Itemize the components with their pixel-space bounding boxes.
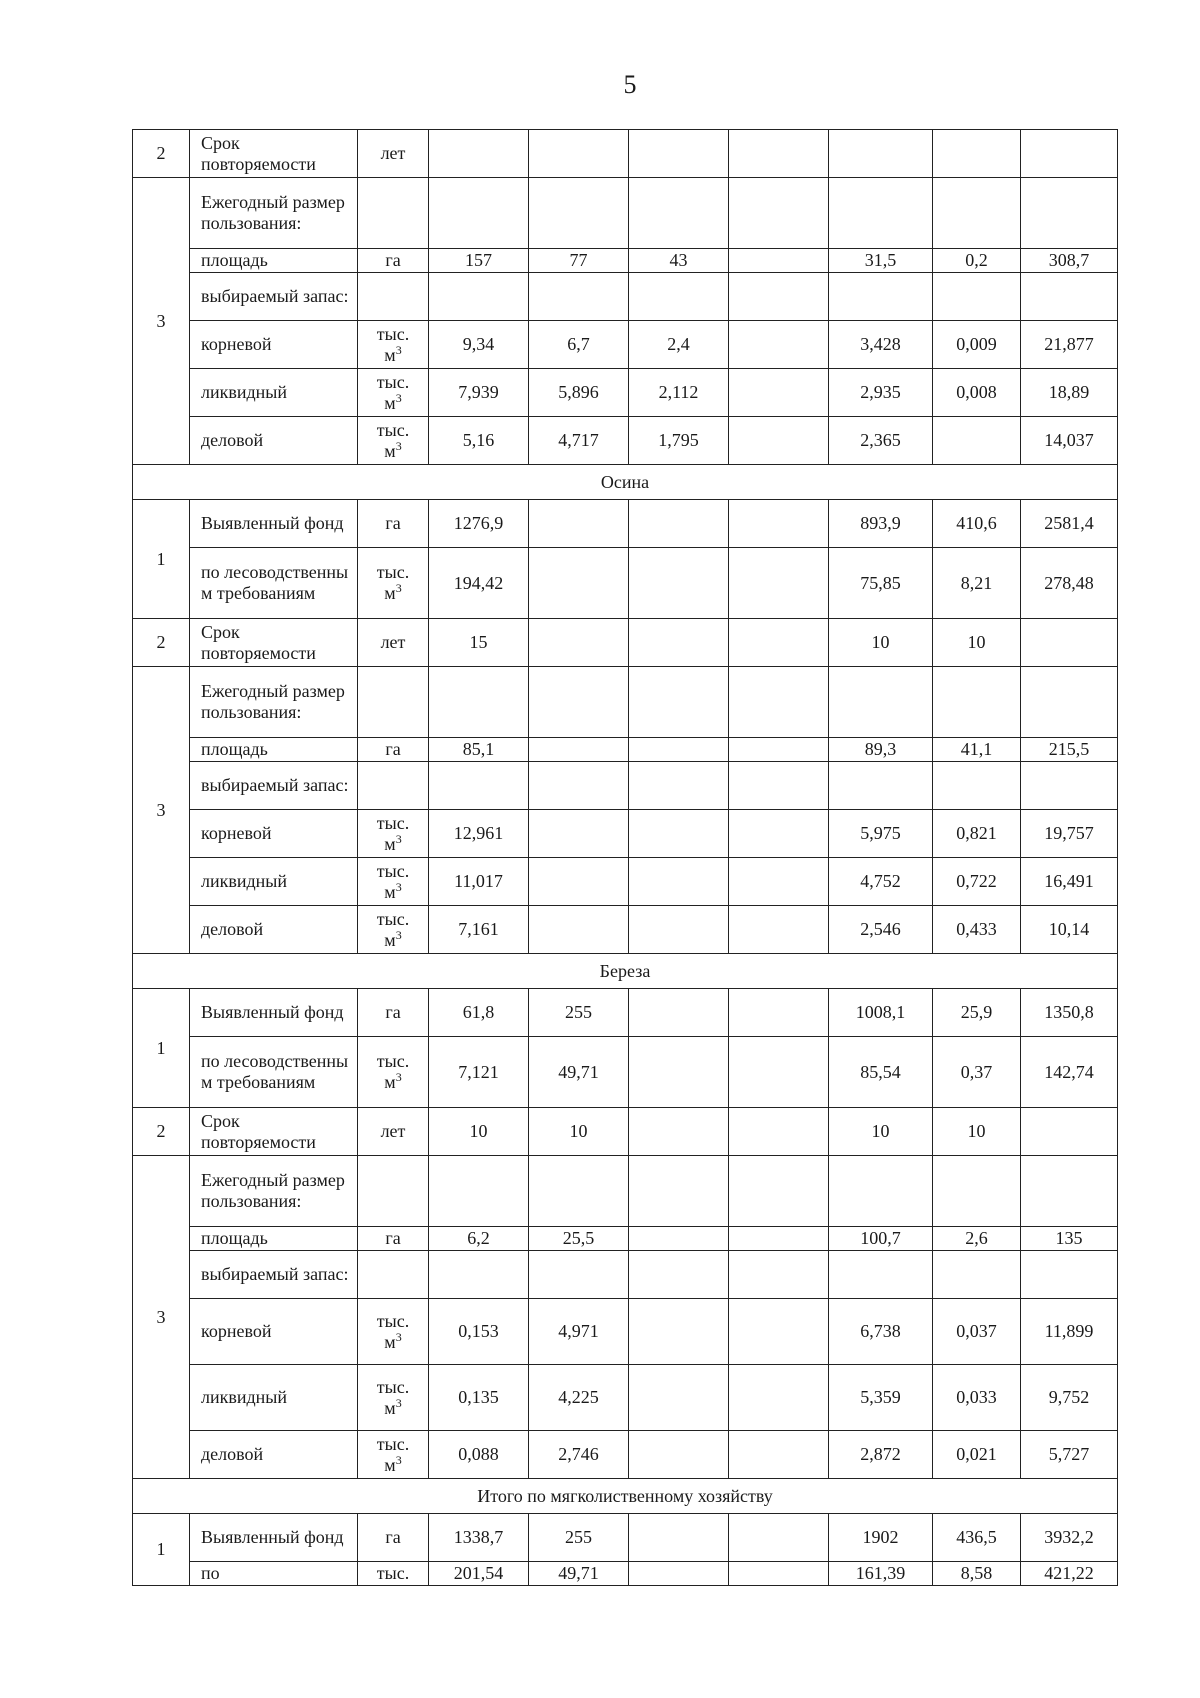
value-cell	[1021, 178, 1118, 249]
value-cell: 3,428	[829, 321, 933, 369]
indicator-name: площадь	[190, 1227, 358, 1251]
value-cell	[1021, 667, 1118, 738]
table-row	[133, 130, 1118, 178]
value-cell	[729, 548, 829, 619]
indicator-name: площадь	[190, 738, 358, 762]
value-cell	[729, 500, 829, 548]
value-cell: 278,48	[1021, 548, 1118, 619]
value-cell: 0,008	[933, 369, 1021, 417]
value-cell: 10	[429, 1108, 529, 1156]
value-cell	[429, 667, 529, 738]
unit-cell: тыс. $м^3$	[358, 1431, 429, 1479]
value-cell: 11,899	[1021, 1299, 1118, 1365]
value-cell: 12,961	[429, 810, 529, 858]
value-cell	[729, 1299, 829, 1365]
value-cell	[729, 1251, 829, 1299]
value-cell: 16,491	[1021, 858, 1118, 906]
unit-cell: лет	[358, 619, 429, 667]
value-cell	[1021, 1108, 1118, 1156]
value-cell	[729, 1156, 829, 1227]
value-cell	[629, 810, 729, 858]
value-cell	[729, 1227, 829, 1251]
value-cell	[629, 1562, 729, 1586]
value-cell: 11,017	[429, 858, 529, 906]
value-cell	[729, 906, 829, 954]
value-cell: 194,42	[429, 548, 529, 619]
row-number: 3	[133, 178, 190, 465]
indicator-name: Ежегодный размер пользования:	[190, 667, 358, 738]
value-cell: 14,037	[1021, 417, 1118, 465]
value-cell	[729, 321, 829, 369]
value-cell: 19,757	[1021, 810, 1118, 858]
indicator-name: по лесоводственны м требованиям	[190, 1037, 358, 1108]
indicator-name: площадь	[190, 249, 358, 273]
unit-cell: га	[358, 249, 429, 273]
value-cell: 255	[529, 989, 629, 1037]
value-cell	[529, 1251, 629, 1299]
value-cell	[729, 989, 829, 1037]
value-cell: 0,2	[933, 249, 1021, 273]
value-cell	[629, 1037, 729, 1108]
unit-cell	[358, 273, 429, 321]
value-cell: 100,7	[829, 1227, 933, 1251]
value-cell: 4,971	[529, 1299, 629, 1365]
value-cell	[529, 906, 629, 954]
forest-use-table	[132, 129, 1118, 1586]
unit-cell: тыс. $м^3$	[358, 369, 429, 417]
value-cell	[829, 1156, 933, 1227]
value-cell	[529, 548, 629, 619]
value-cell: 10	[829, 619, 933, 667]
indicator-name: выбираемый запас:	[190, 762, 358, 810]
unit-cell	[358, 178, 429, 249]
value-cell	[933, 1251, 1021, 1299]
value-cell	[729, 1431, 829, 1479]
value-cell: 6,738	[829, 1299, 933, 1365]
value-cell	[429, 1251, 529, 1299]
value-cell: 2,4	[629, 321, 729, 369]
value-cell: 5,16	[429, 417, 529, 465]
value-cell: 0,135	[429, 1365, 529, 1431]
table-row	[133, 1299, 1118, 1365]
value-cell: 8,58	[933, 1562, 1021, 1586]
table-row	[133, 369, 1118, 417]
value-cell	[729, 810, 829, 858]
value-cell	[629, 1156, 729, 1227]
value-cell	[529, 130, 629, 178]
value-cell	[933, 130, 1021, 178]
value-cell: 436,5	[933, 1514, 1021, 1562]
indicator-name: ликвидный	[190, 858, 358, 906]
unit-cell: га	[358, 1227, 429, 1251]
value-cell: 201,54	[429, 1562, 529, 1586]
table-row	[133, 273, 1118, 321]
value-cell	[629, 762, 729, 810]
value-cell	[933, 1156, 1021, 1227]
value-cell: 2,546	[829, 906, 933, 954]
table-row	[133, 1251, 1118, 1299]
value-cell	[529, 273, 629, 321]
value-cell	[529, 738, 629, 762]
indicator-name: по	[190, 1562, 358, 1586]
table-row	[133, 1431, 1118, 1479]
table-row	[133, 1156, 1118, 1227]
unit-cell	[358, 762, 429, 810]
value-cell: 0,037	[933, 1299, 1021, 1365]
row-number: 3	[133, 1156, 190, 1479]
value-cell: 49,71	[529, 1037, 629, 1108]
value-cell: 85,54	[829, 1037, 933, 1108]
unit-cell: тыс.	[358, 1562, 429, 1586]
value-cell	[429, 1156, 529, 1227]
value-cell: 410,6	[933, 500, 1021, 548]
table-row	[133, 1227, 1118, 1251]
unit-cell	[358, 1156, 429, 1227]
value-cell	[829, 667, 933, 738]
value-cell	[529, 1156, 629, 1227]
value-cell: 1338,7	[429, 1514, 529, 1562]
section-header-row	[133, 465, 1118, 500]
value-cell: 3932,2	[1021, 1514, 1118, 1562]
value-cell: 161,39	[829, 1562, 933, 1586]
value-cell: 135	[1021, 1227, 1118, 1251]
value-cell	[629, 1365, 729, 1431]
value-cell: 255	[529, 1514, 629, 1562]
value-cell: 1276,9	[429, 500, 529, 548]
unit-cell: тыс. $м^3$	[358, 1299, 429, 1365]
indicator-name: Выявленный фонд	[190, 989, 358, 1037]
value-cell: 7,161	[429, 906, 529, 954]
row-number: 2	[133, 1108, 190, 1156]
value-cell	[729, 619, 829, 667]
table-row	[133, 178, 1118, 249]
value-cell	[629, 178, 729, 249]
value-cell	[933, 178, 1021, 249]
value-cell	[729, 417, 829, 465]
value-cell	[629, 130, 729, 178]
table-row	[133, 1365, 1118, 1431]
value-cell: 21,877	[1021, 321, 1118, 369]
value-cell	[629, 500, 729, 548]
value-cell: 5,359	[829, 1365, 933, 1431]
indicator-name: Ежегодный размер пользования:	[190, 1156, 358, 1227]
unit-cell: тыс. $м^3$	[358, 1037, 429, 1108]
table-row	[133, 1037, 1118, 1108]
table-row	[133, 810, 1118, 858]
indicator-name: деловой	[190, 417, 358, 465]
indicator-name: ликвидный	[190, 1365, 358, 1431]
table-row	[133, 858, 1118, 906]
table-row	[133, 500, 1118, 548]
value-cell	[429, 273, 529, 321]
indicator-name: по лесоводственны м требованиям	[190, 548, 358, 619]
value-cell: 18,89	[1021, 369, 1118, 417]
value-cell: 10,14	[1021, 906, 1118, 954]
value-cell: 1902	[829, 1514, 933, 1562]
value-cell	[729, 1562, 829, 1586]
indicator-name: корневой	[190, 321, 358, 369]
value-cell: 10	[933, 1108, 1021, 1156]
row-number: 3	[133, 667, 190, 954]
value-cell	[829, 273, 933, 321]
indicator-name: корневой	[190, 810, 358, 858]
section-header-row	[133, 1479, 1118, 1514]
value-cell	[529, 619, 629, 667]
indicator-name: деловой	[190, 1431, 358, 1479]
value-cell: 9,752	[1021, 1365, 1118, 1431]
value-cell: 1008,1	[829, 989, 933, 1037]
value-cell	[933, 417, 1021, 465]
value-cell	[829, 1251, 933, 1299]
value-cell	[529, 667, 629, 738]
value-cell: 0,009	[933, 321, 1021, 369]
section-title: Береза	[133, 954, 1118, 989]
value-cell	[529, 762, 629, 810]
value-cell	[1021, 1156, 1118, 1227]
indicator-name: Срок повторяемости	[190, 130, 358, 178]
value-cell: 15	[429, 619, 529, 667]
value-cell	[429, 762, 529, 810]
value-cell	[729, 369, 829, 417]
value-cell	[529, 178, 629, 249]
table-row	[133, 249, 1118, 273]
unit-cell	[358, 1251, 429, 1299]
value-cell	[829, 178, 933, 249]
row-number: 2	[133, 130, 190, 178]
value-cell	[729, 249, 829, 273]
unit-cell: тыс. $м^3$	[358, 321, 429, 369]
indicator-name: Срок повторяемости	[190, 619, 358, 667]
value-cell	[629, 858, 729, 906]
value-cell: 25,5	[529, 1227, 629, 1251]
value-cell	[629, 619, 729, 667]
page-number: 5	[623, 70, 637, 99]
value-cell	[1021, 130, 1118, 178]
value-cell	[629, 1299, 729, 1365]
value-cell	[629, 1227, 729, 1251]
value-cell	[629, 738, 729, 762]
unit-cell: тыс. $м^3$	[358, 906, 429, 954]
value-cell: 0,37	[933, 1037, 1021, 1108]
indicator-name: Ежегодный размер пользования:	[190, 178, 358, 249]
unit-cell: лет	[358, 1108, 429, 1156]
value-cell: 41,1	[933, 738, 1021, 762]
row-number: 1	[133, 500, 190, 619]
value-cell	[729, 1365, 829, 1431]
value-cell	[1021, 273, 1118, 321]
value-cell	[933, 273, 1021, 321]
value-cell	[933, 667, 1021, 738]
value-cell: 2,746	[529, 1431, 629, 1479]
section-title: Осина	[133, 465, 1118, 500]
indicator-name: Выявленный фонд	[190, 1514, 358, 1562]
value-cell: 8,21	[933, 548, 1021, 619]
value-cell	[429, 178, 529, 249]
value-cell: 7,121	[429, 1037, 529, 1108]
table-row	[133, 321, 1118, 369]
value-cell: 4,752	[829, 858, 933, 906]
value-cell	[629, 1431, 729, 1479]
value-cell	[629, 989, 729, 1037]
value-cell	[629, 548, 729, 619]
indicator-name: выбираемый запас:	[190, 1251, 358, 1299]
value-cell: 4,225	[529, 1365, 629, 1431]
value-cell	[529, 500, 629, 548]
row-number: 1	[133, 989, 190, 1108]
value-cell: 2,365	[829, 417, 933, 465]
value-cell: 77	[529, 249, 629, 273]
value-cell	[729, 738, 829, 762]
value-cell: 43	[629, 249, 729, 273]
value-cell	[729, 1037, 829, 1108]
value-cell	[729, 858, 829, 906]
value-cell	[629, 1108, 729, 1156]
section-header-row	[133, 954, 1118, 989]
section-title: Итого по мягколиственному хозяйству	[133, 1479, 1118, 1514]
value-cell	[829, 130, 933, 178]
value-cell: 6,7	[529, 321, 629, 369]
unit-cell: га	[358, 989, 429, 1037]
table-row	[133, 667, 1118, 738]
value-cell: 2,935	[829, 369, 933, 417]
value-cell	[729, 1514, 829, 1562]
table-row	[133, 548, 1118, 619]
unit-cell	[358, 667, 429, 738]
value-cell: 10	[933, 619, 1021, 667]
value-cell: 1,795	[629, 417, 729, 465]
unit-cell: лет	[358, 130, 429, 178]
value-cell: 7,939	[429, 369, 529, 417]
value-cell	[629, 1514, 729, 1562]
value-cell: 25,9	[933, 989, 1021, 1037]
value-cell	[629, 667, 729, 738]
value-cell	[529, 810, 629, 858]
row-number: 2	[133, 619, 190, 667]
table-row	[133, 906, 1118, 954]
value-cell: 142,74	[1021, 1037, 1118, 1108]
value-cell	[629, 1251, 729, 1299]
value-cell: 0,033	[933, 1365, 1021, 1431]
value-cell: 61,8	[429, 989, 529, 1037]
value-cell	[729, 762, 829, 810]
value-cell: 1350,8	[1021, 989, 1118, 1037]
unit-cell: тыс. $м^3$	[358, 858, 429, 906]
table-row	[133, 1514, 1118, 1562]
indicator-name: выбираемый запас:	[190, 273, 358, 321]
table-row	[133, 762, 1118, 810]
table-row	[133, 417, 1118, 465]
value-cell: 421,22	[1021, 1562, 1118, 1586]
value-cell	[829, 762, 933, 810]
value-cell	[429, 130, 529, 178]
table-row	[133, 989, 1118, 1037]
value-cell	[729, 1108, 829, 1156]
indicator-name: Выявленный фонд	[190, 500, 358, 548]
value-cell: 6,2	[429, 1227, 529, 1251]
value-cell: 0,153	[429, 1299, 529, 1365]
value-cell: 0,821	[933, 810, 1021, 858]
row-number: 1	[133, 1514, 190, 1586]
value-cell: 85,1	[429, 738, 529, 762]
table-row	[133, 1562, 1118, 1586]
value-cell: 308,7	[1021, 249, 1118, 273]
indicator-name: деловой	[190, 906, 358, 954]
unit-cell: тыс. $м^3$	[358, 548, 429, 619]
value-cell: 5,727	[1021, 1431, 1118, 1479]
value-cell: 2,872	[829, 1431, 933, 1479]
value-cell: 0,433	[933, 906, 1021, 954]
value-cell: 2,6	[933, 1227, 1021, 1251]
table-row	[133, 619, 1118, 667]
value-cell: 157	[429, 249, 529, 273]
indicator-name: Срок повторяемости	[190, 1108, 358, 1156]
value-cell	[729, 130, 829, 178]
table-row	[133, 1108, 1118, 1156]
value-cell: 9,34	[429, 321, 529, 369]
value-cell	[1021, 619, 1118, 667]
value-cell: 215,5	[1021, 738, 1118, 762]
value-cell: 31,5	[829, 249, 933, 273]
value-cell: 0,088	[429, 1431, 529, 1479]
value-cell: 49,71	[529, 1562, 629, 1586]
indicator-name: корневой	[190, 1299, 358, 1365]
value-cell: 10	[829, 1108, 933, 1156]
value-cell	[629, 273, 729, 321]
value-cell: 10	[529, 1108, 629, 1156]
value-cell: 0,021	[933, 1431, 1021, 1479]
value-cell: 2,112	[629, 369, 729, 417]
unit-cell: га	[358, 500, 429, 548]
value-cell: 5,896	[529, 369, 629, 417]
value-cell	[933, 762, 1021, 810]
value-cell: 75,85	[829, 548, 933, 619]
value-cell: 4,717	[529, 417, 629, 465]
value-cell: 893,9	[829, 500, 933, 548]
value-cell	[729, 273, 829, 321]
unit-cell: тыс. $м^3$	[358, 1365, 429, 1431]
unit-cell: га	[358, 738, 429, 762]
unit-cell: га	[358, 1514, 429, 1562]
table-row	[133, 738, 1118, 762]
value-cell	[729, 667, 829, 738]
value-cell	[629, 906, 729, 954]
unit-cell: тыс. $м^3$	[358, 417, 429, 465]
value-cell: 5,975	[829, 810, 933, 858]
unit-cell: тыс. $м^3$	[358, 810, 429, 858]
value-cell: 0,722	[933, 858, 1021, 906]
value-cell	[1021, 1251, 1118, 1299]
value-cell: 2581,4	[1021, 500, 1118, 548]
indicator-name: ликвидный	[190, 369, 358, 417]
value-cell	[529, 858, 629, 906]
value-cell	[1021, 762, 1118, 810]
value-cell: 89,3	[829, 738, 933, 762]
value-cell	[729, 178, 829, 249]
